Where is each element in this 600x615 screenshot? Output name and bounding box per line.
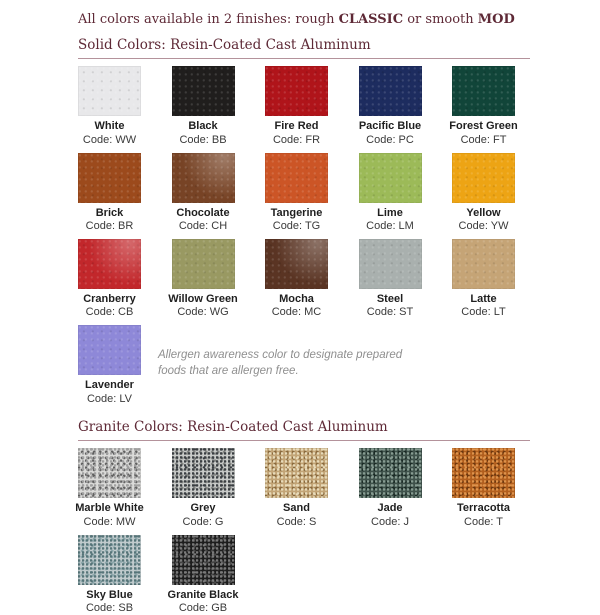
solid-colors-section [78, 37, 530, 405]
swatch-name-label: Black [188, 120, 218, 133]
swatch-chocolate [172, 153, 235, 233]
swatch-name-label: Terracotta [457, 502, 510, 515]
swatch-code-label: Code: MC [271, 306, 322, 319]
finishes-note [78, 12, 530, 28]
swatch-granite-black [167, 535, 239, 615]
swatch-code-label: Code: GB [178, 602, 228, 615]
swatch-name-label: Brick [95, 206, 124, 219]
color-swatch-lavender [78, 325, 141, 375]
swatch-sand [265, 448, 328, 528]
swatch-code-label: Code: SB [85, 602, 134, 615]
color-swatch-marble-white [78, 448, 141, 498]
swatch-forest-green [449, 66, 518, 146]
color-swatch-jade [359, 448, 422, 498]
granite-colors-heading: Granite Colors: Resin-Coated Cast Aluminum [78, 419, 530, 441]
color-swatch-terracotta [452, 448, 515, 498]
swatch-code-label: Code: WG [177, 306, 229, 319]
swatch-name-label: Marble White [75, 502, 144, 515]
color-swatch-forest-green [452, 66, 515, 116]
swatch-code-label: Code: LT [461, 306, 506, 319]
swatch-name-label: Lavender [85, 379, 134, 392]
swatch-code-label: Code: S [276, 516, 317, 529]
swatch-name-label: Jade [377, 502, 403, 515]
color-swatch-cranberry [78, 239, 141, 289]
swatch-black [172, 66, 235, 146]
swatch-name-label: Sand [283, 502, 310, 515]
color-swatch-black [172, 66, 235, 116]
swatch-code-label: Code: G [182, 516, 224, 529]
swatch-grey [172, 448, 235, 528]
swatch-code-label: Code: BR [85, 220, 134, 233]
swatch-cranberry [78, 239, 141, 319]
swatch-code-label: Code: J [371, 516, 409, 529]
color-swatch-white [78, 66, 141, 116]
color-swatch-mocha [265, 239, 328, 289]
swatch-name-label: Sky Blue [86, 588, 133, 601]
swatch-name-label: Granite Black [167, 588, 239, 601]
swatch-lime [359, 153, 422, 233]
swatch-code-label: Code: T [464, 516, 503, 529]
swatch-willow-green [168, 239, 238, 319]
swatch-code-label: Code: CH [178, 220, 228, 233]
color-swatch-steel [359, 239, 422, 289]
swatch-code-label: Code: LM [366, 220, 414, 233]
color-swatch-lime [359, 153, 422, 203]
swatch-jade [359, 448, 422, 528]
swatch-name-label: Cranberry [83, 292, 136, 305]
color-swatch-pacific-blue [359, 66, 422, 116]
color-swatch-sand [265, 448, 328, 498]
finishes-note-prefix: All colors available in 2 finishes: rough [78, 12, 339, 27]
swatch-pacific-blue [359, 66, 422, 146]
granite-swatch-grid [75, 448, 530, 615]
swatch-name-label: Grey [190, 502, 216, 515]
color-swatch-fire-red [265, 66, 328, 116]
granite-colors-section [75, 419, 530, 615]
swatch-name-label: Fire Red [274, 120, 319, 133]
color-swatch-latte [452, 239, 515, 289]
finish-mod-label: MOD [477, 12, 515, 27]
allergen-row [78, 325, 530, 405]
swatch-name-label: Yellow [466, 206, 501, 219]
swatch-name-label: Steel [376, 292, 404, 305]
swatch-sky-blue [78, 535, 141, 615]
swatch-name-label: Chocolate [176, 206, 230, 219]
color-swatch-granite-black [172, 535, 235, 585]
solid-swatch-grid [78, 66, 530, 319]
color-swatch-chocolate [172, 153, 235, 203]
swatch-name-label: Mocha [279, 292, 314, 305]
swatch-code-label: Code: FR [272, 133, 321, 146]
swatch-name-label: Willow Green [168, 292, 238, 305]
swatch-code-label: Code: CB [85, 306, 134, 319]
swatch-yellow [452, 153, 515, 233]
swatch-tangerine [265, 153, 328, 233]
swatch-marble-white [75, 448, 144, 529]
finishes-note-middle: or smooth [403, 12, 478, 27]
color-swatch-willow-green [172, 239, 235, 289]
swatch-name-label: Pacific Blue [358, 120, 422, 133]
finish-classic-label: CLASSIC [338, 12, 404, 27]
swatch-brick [78, 153, 141, 233]
swatch-code-label: Code: LV [86, 392, 133, 405]
swatch-white [78, 66, 141, 146]
swatch-name-label: Lime [377, 206, 403, 219]
solid-colors-heading: Solid Colors: Resin-Coated Cast Aluminum [78, 37, 530, 59]
swatch-latte [452, 239, 515, 319]
swatch-code-label: Code: BB [179, 133, 227, 146]
color-swatch-tangerine [265, 153, 328, 203]
swatch-lavender [78, 325, 141, 405]
swatch-code-label: Code: TG [272, 220, 321, 233]
swatch-name-label: Latte [470, 292, 497, 305]
allergen-note: Allergen awareness color to designate prepared foods that are allergen free. [158, 349, 403, 377]
color-swatch-yellow [452, 153, 515, 203]
color-swatch-sky-blue [78, 535, 141, 585]
swatch-code-label: Code: WW [82, 133, 137, 146]
swatch-code-label: Code: FT [460, 133, 507, 146]
swatch-code-label: Code: YW [458, 220, 509, 233]
swatch-code-label: Code: ST [366, 306, 414, 319]
lavender-slot [78, 325, 141, 405]
swatch-name-label: Tangerine [270, 206, 323, 219]
swatch-name-label: White [94, 120, 125, 133]
swatch-code-label: Code: MW [83, 516, 136, 529]
swatch-steel [359, 239, 422, 319]
swatch-code-label: Code: PC [366, 133, 414, 146]
color-swatch-brick [78, 153, 141, 203]
swatch-terracotta [452, 448, 515, 528]
swatch-fire-red [265, 66, 328, 146]
swatch-mocha [265, 239, 328, 319]
swatch-name-label: Forest Green [449, 120, 518, 133]
color-swatch-grey [172, 448, 235, 498]
